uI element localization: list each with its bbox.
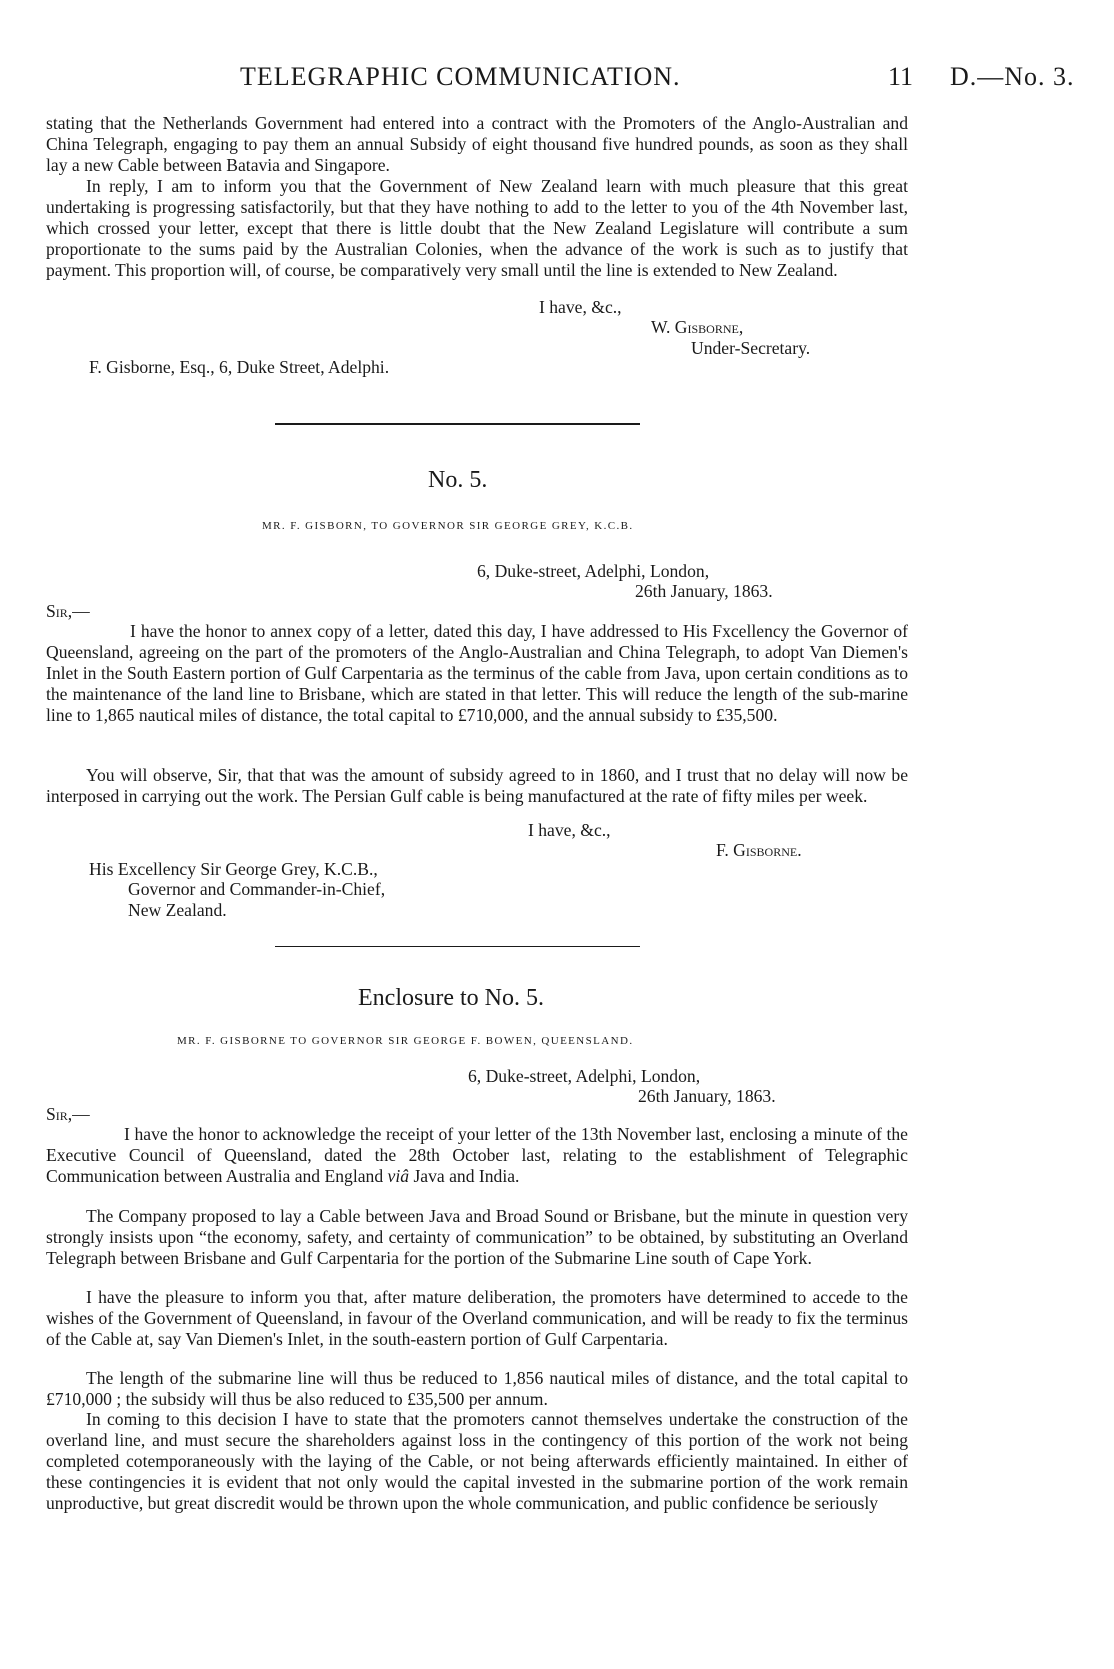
no5-addressee-line: New Zealand. bbox=[128, 900, 227, 920]
no5-addressee-line: His Excellency Sir George Grey, K.C.B., bbox=[89, 859, 378, 879]
enclosure-p1-text: I have the honor to acknowledge the receipt of your letter of the 13th November last, enclosing a minute of the Executive Council of Queensland, dated the 28th October last, relating to the establishment of Telegraphic Communication between Australia and England bbox=[46, 1124, 908, 1186]
enclosure-body-paragraph: The length of the submarine line will thus be reduced to 1,856 nautical miles of distance, and the total capital to £710,000 ; the subsidy will thus be also reduced to £35,500 per annum. bbox=[46, 1368, 908, 1409]
letter-addressee: F. Gisborne, Esq., 6, Duke Street, Adelphi. bbox=[89, 357, 390, 377]
no5-date: 26th January, 1863. bbox=[635, 581, 773, 601]
enclosure-salutation: Sir,— bbox=[46, 1104, 90, 1124]
enclosure-address: 6, Duke-street, Adelphi, London, bbox=[468, 1066, 701, 1086]
no5-body-paragraph: I have the honor to annex copy of a letter, dated this day, I have addressed to His Fxcellency the Governor of Queensland, agreeing on the part of the promoters of the Anglo-Australian and China Telegraph, to adopt Van Diemen's Inlet in the South Eastern portion of Gulf Carpentaria as the terminus of the cable from Java, upon certain conditions as to the maintenance of the land line to Brisbane, which are stated in that letter. This will reduce the length of the sub-marine line to 1,865 nautical miles of distance, the total capital to £710,000, and the annual subsidy to £35,500. bbox=[46, 621, 908, 725]
no5-heading: No. 5. bbox=[428, 467, 488, 493]
no5-address: 6, Duke-street, Adelphi, London, bbox=[477, 561, 710, 581]
enclosure-p1-text: Java and India. bbox=[409, 1166, 520, 1186]
enclosure-date: 26th January, 1863. bbox=[638, 1086, 776, 1106]
section-divider bbox=[275, 946, 640, 947]
enclosure-body-paragraph: I have the pleasure to inform you that, after mature deliberation, the promoters have determined to accede to the wishes of the Government of Queensland, in favour of the Overland communication, and will be ready to fix the terminus of the Cable at, say Van Diemen's Inlet, in the south-eastern portion of Gulf Carpentaria. bbox=[46, 1287, 908, 1349]
no5-body-paragraph: You will observe, Sir, that that was the amount of subsidy agreed to in 1860, and I trust that no delay will now be interposed in carrying out the work. The Persian Gulf cable is being manufactured at the rate of fifty miles per week. bbox=[46, 765, 908, 806]
no5-signature: F. Gisborne. bbox=[716, 840, 802, 860]
enclosure-body-paragraph: In coming to this decision I have to state that the promoters cannot themselves undertake the construction of the overland line, and must secure the shareholders against loss in the contingency of this portion of the work not being completed cotemporaneously with the laying of the Cable, or not being afterwards efficiently maintained. In either of these contingencies it is evident that not only would the capital invested in the submarine portion of the work remain unproductive, but great discredit would be thrown upon the whole communication, and public confidence be seriously bbox=[46, 1409, 908, 1513]
no5-subheading: MR. F. GISBORN, TO GOVERNOR SIR GEORGE GREY, K.C.B. bbox=[262, 520, 634, 532]
enclosure-heading: Enclosure to No. 5. bbox=[358, 985, 544, 1011]
running-title: TELEGRAPHIC COMMUNICATION. bbox=[240, 62, 681, 91]
letter-continuation-paragraph: stating that the Netherlands Government had entered into a contract with the Promoters of the Anglo-Australian and China Telegraph, engaging to pay them an annual Subsidy of eight thousand five hundred pounds, as soon as they shall lay a new Cable between Batavia and Singapore. bbox=[46, 113, 908, 175]
letter-reply-paragraph: In reply, I am to inform you that the Government of New Zealand learn with much pleasure that this great undertaking is progressing satisfactorily, but that they have nothing to add to the letter to you of the 4th November last, which crossed your letter, except that there is little doubt that the New Zealand Legislature will contribute a sum proportionate to the sums paid by the Australian Colonies, when the advance of the work is such as to justify that payment. This proportion will, of course, be comparatively very small until the line is extended to New Zealand. bbox=[46, 176, 908, 280]
enclosure-body-paragraph bbox=[46, 1124, 908, 1187]
no5-closing: I have, &c., bbox=[528, 820, 611, 840]
letter-signature-title: Under-Secretary. bbox=[691, 338, 811, 358]
document-reference: D.—No. 3. bbox=[950, 62, 1075, 91]
letter-signature: W. Gisborne, bbox=[651, 317, 744, 337]
enclosure-p1-italic: viâ bbox=[387, 1166, 410, 1186]
letter-closing: I have, &c., bbox=[539, 297, 622, 317]
no5-salutation: Sir,— bbox=[46, 601, 90, 621]
section-divider bbox=[275, 423, 640, 425]
enclosure-body-paragraph: The Company proposed to lay a Cable between Java and Broad Sound or Brisbane, but the minute in question very strongly insists upon “the economy, safety, and certainty of communication” to be obtained, by substituting an Overland Telegraph between Brisbane and Gulf Carpentaria for the portion of the Submarine Line south of Cape York. bbox=[46, 1206, 908, 1268]
no5-addressee-line: Governor and Commander-in-Chief, bbox=[128, 879, 386, 899]
enclosure-subheading: MR. F. GISBORNE TO GOVERNOR SIR GEORGE F. BOWEN, QUEENSLAND. bbox=[177, 1035, 634, 1047]
page-number: 11 bbox=[888, 62, 914, 91]
